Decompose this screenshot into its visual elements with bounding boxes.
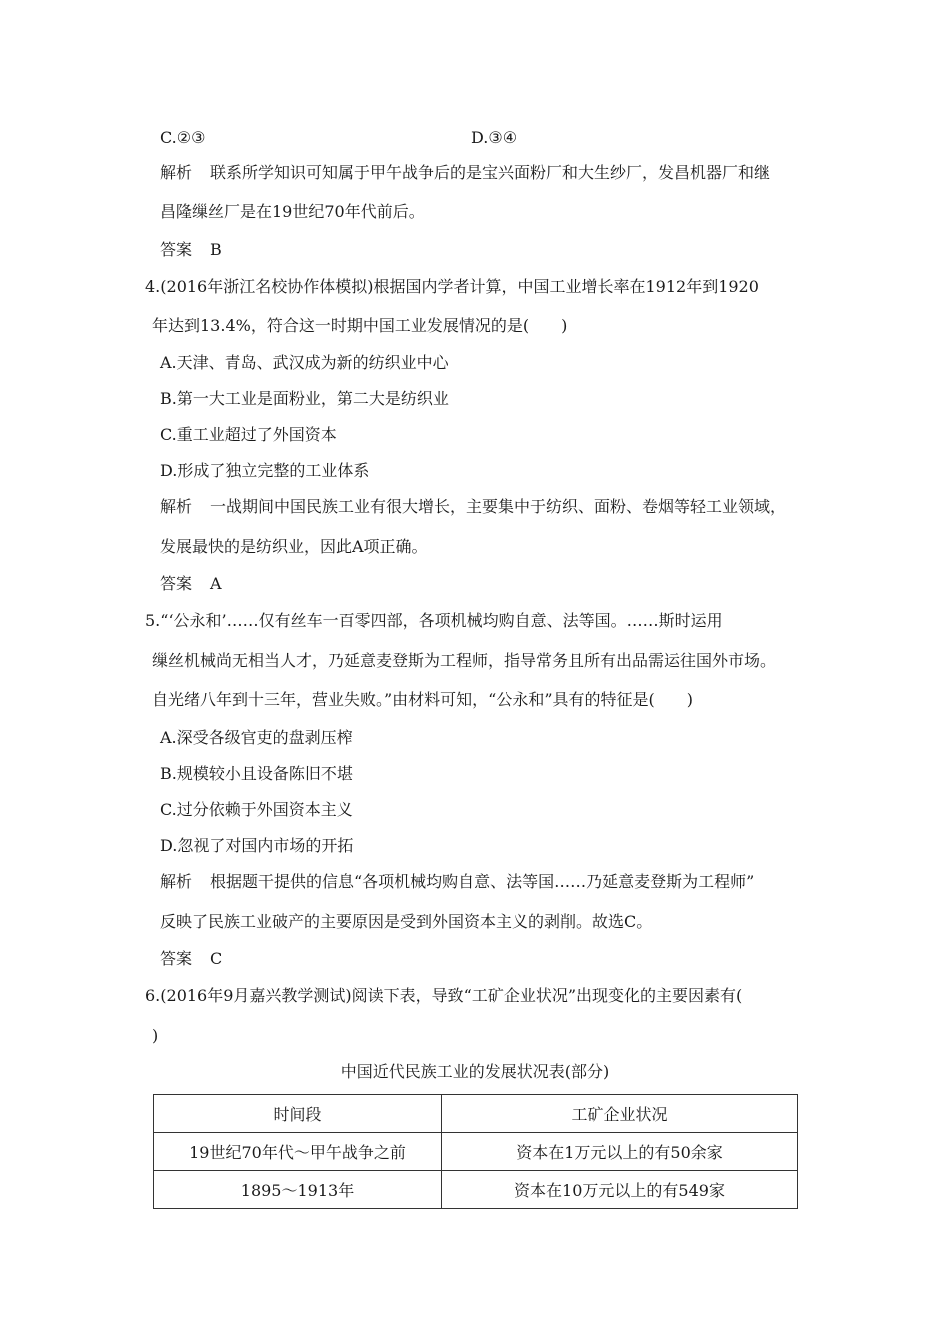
q5-stem-line3: 自光绪八年到十三年，营业失败。”由材料可知，“公永和”具有的特征是( ) — [152, 690, 694, 709]
table-cell: 19世纪70年代～甲午战争之前 — [154, 1133, 442, 1171]
q4-stem-line1: 4.(2016年浙江名校协作体模拟)根据国内学者计算，中国工业增长率在1912年到1920 — [145, 277, 759, 296]
q4-analysis-line2: 发展最快的是纺织业，因此A项正确。 — [160, 537, 428, 556]
q5-stem-line2: 缫丝机械尚无相当人才，乃延意麦登斯为工程师，指导常务且所有出品需运往国外市场。 — [152, 651, 777, 670]
q3-analysis-line1: 联系所学知识可知属于甲午战争后的是宝兴面粉厂和大生纱厂，发昌机器厂和继 — [210, 163, 771, 182]
q5-option-c: C.过分依赖于外国资本主义 — [160, 800, 353, 819]
q3-option-d: D.③④ — [471, 128, 518, 147]
answer-label: 答案 — [160, 949, 193, 968]
q4-analysis — [160, 496, 786, 518]
q4-analysis-line1: 一战期间中国民族工业有很大增长，主要集中于纺织、面粉、卷烟等轻工业领域， — [210, 497, 787, 516]
q3-analysis — [160, 162, 770, 184]
q5-stem-line1: 5.“‘公永和’……仅有丝车一百零四部，各项机械均购自意、法等国。……斯时运用 — [145, 611, 723, 630]
q4-answer-value: A — [210, 574, 222, 593]
q4-stem-line2: 年达到13.4%，符合这一时期中国工业发展情况的是( ) — [152, 316, 568, 335]
analysis-label: 解析 — [160, 872, 193, 891]
analysis-label: 解析 — [160, 163, 193, 182]
q5-analysis-line1: 根据题干提供的信息“各项机械均购自意、法等国……乃延意麦登斯为工程师” — [210, 872, 755, 891]
table-header: 工矿企业状况 — [442, 1095, 798, 1133]
q5-option-a: A.深受各级官吏的盘剥压榨 — [160, 728, 353, 747]
q6-stem-line1: 6.(2016年9月嘉兴教学测试)阅读下表，导致“工矿企业状况”出现变化的主要因素有( — [145, 986, 743, 1005]
q5-option-b: B.规模较小且设备陈旧不堪 — [160, 764, 353, 783]
table-row — [154, 1171, 798, 1209]
answer-label: 答案 — [160, 240, 193, 259]
q4-option-a: A.天津、青岛、武汉成为新的纺织业中心 — [160, 353, 449, 372]
q4-option-c: C.重工业超过了外国资本 — [160, 425, 337, 444]
table-cell: 资本在10万元以上的有549家 — [442, 1171, 798, 1209]
q4-answer — [160, 573, 222, 595]
table-title: 中国近代民族工业的发展状况表(部分) — [340, 1062, 610, 1081]
industry-table — [153, 1094, 798, 1209]
table-cell: 1895～1913年 — [154, 1171, 442, 1209]
q6-stem-line2: ) — [152, 1026, 159, 1045]
q4-option-b: B.第一大工业是面粉业，第二大是纺织业 — [160, 389, 449, 408]
q5-option-d: D.忽视了对国内市场的开拓 — [160, 836, 354, 855]
table-row — [154, 1133, 798, 1171]
q3-answer — [160, 239, 222, 261]
answer-label: 答案 — [160, 574, 193, 593]
q3-option-c: C.②③ — [160, 128, 206, 147]
table-header-row — [154, 1095, 798, 1133]
q5-answer-value: C — [210, 949, 223, 968]
q3-analysis-line2: 昌隆缫丝厂是在19世纪70年代前后。 — [160, 202, 425, 221]
q5-analysis — [160, 871, 754, 893]
q3-answer-value: B — [210, 240, 222, 259]
q5-analysis-line2: 反映了民族工业破产的主要原因是受到外国资本主义的剥削。故选C。 — [160, 912, 653, 931]
table-cell: 资本在1万元以上的有50余家 — [442, 1133, 798, 1171]
analysis-label: 解析 — [160, 497, 193, 516]
q4-option-d: D.形成了独立完整的工业体系 — [160, 461, 370, 480]
q5-answer — [160, 948, 222, 970]
table-header: 时间段 — [154, 1095, 442, 1133]
